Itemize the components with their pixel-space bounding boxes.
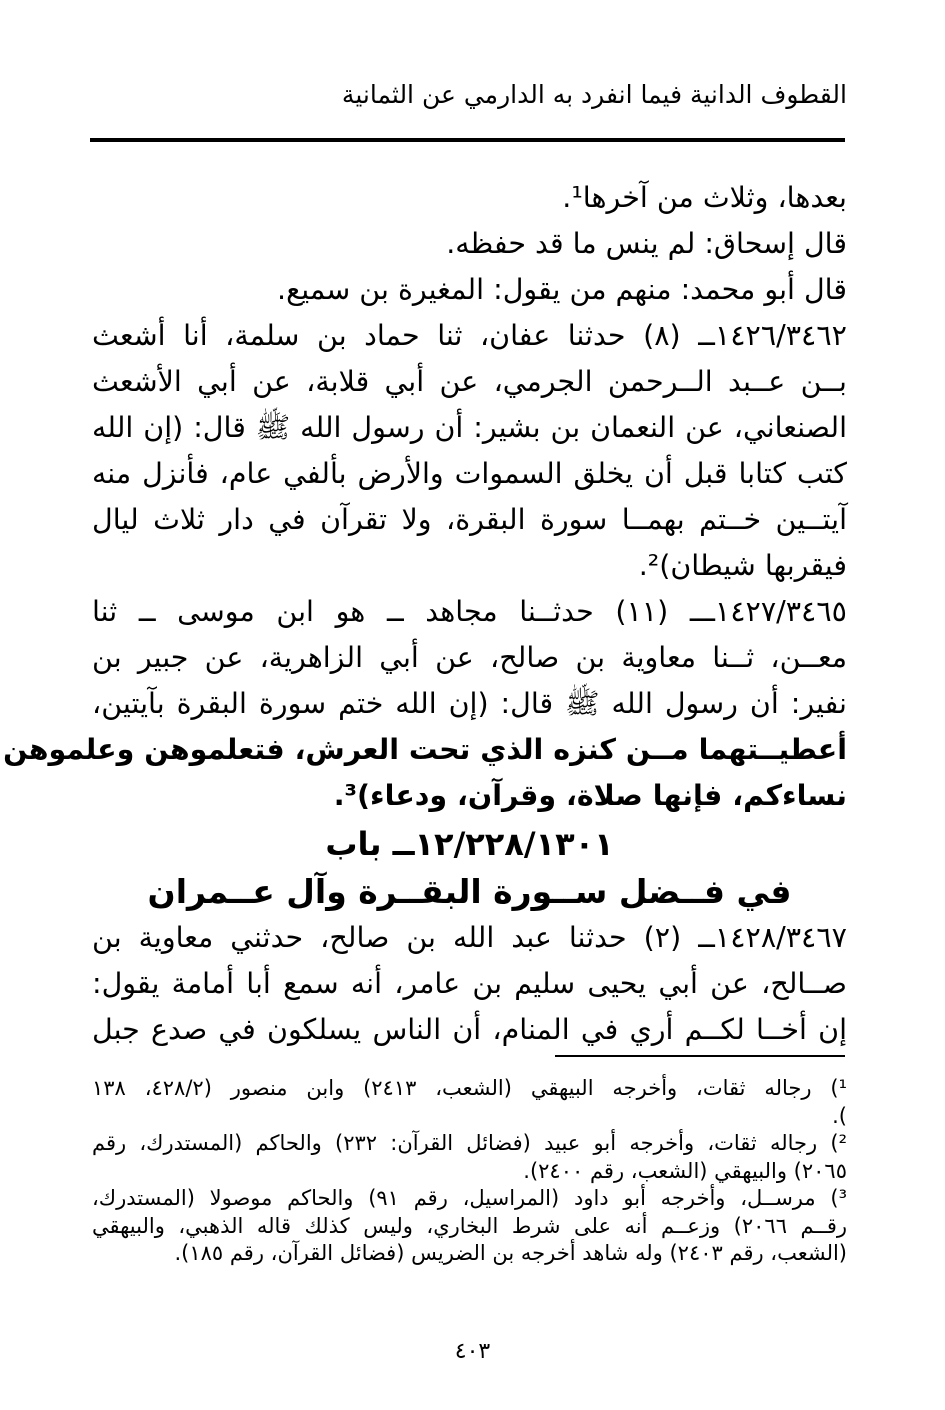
header-rule: [90, 138, 845, 142]
hadith-line: كتب كتابا قبل أن يخلق السموات والأرض بألفي عام، فأنزل منه: [92, 457, 847, 490]
hadith-line-bold: نساءكم، فإنها صلاة، وقرآن، ودعاء)³.: [333, 779, 847, 812]
hadith-line: الصنعاني، عن النعمان بن بشير: أن رسول الله ﷺ قال: (إن الله: [92, 411, 847, 444]
footnote-line: ¹) رجاله ثقات، وأخرجه البيهقي (الشعب، ٢٤١٣) وابن منصور (٤٢٨/٢، ١٣٨: [92, 1076, 847, 1100]
text-line: قال أبو محمد: منهم من يقول: المغيرة بن سميع.: [277, 273, 847, 306]
footnote-line: ²) رجاله ثقات، وأخرجه أبو عبيد (فضائل القرآن: ٢٣٢) والحاكم (المستدرك، رقم: [92, 1131, 847, 1155]
page-number: ٤٠٣: [454, 1339, 491, 1364]
chapter-number-heading: ١٢/٢٢٨/١٣٠١ــ باب: [325, 825, 614, 863]
running-title: القطوف الدانية فيما انفرد به الدارمي عن الثمانية: [341, 80, 847, 109]
footnote-line: رقــم ٢٠٦٦) وزعــم أنه على شرط البخاري، وليس كذلك قاله الذهبي، والبيهقي: [92, 1213, 847, 1238]
footnotes: [92, 1075, 847, 1268]
footnote-line: ³) مرســل، وأخرجه أبو داود (المراسيل، رقم ٩١) والحاكم موصولا (المستدرك،: [92, 1186, 847, 1210]
footnote-rule: [555, 1055, 845, 1057]
text-line: قال إسحاق: لم ينس ما قد حفظه.: [446, 227, 847, 260]
footnote-line: ٢٠٦٥) والبيهقي (الشعب، رقم ٢٤٠٠).: [523, 1158, 847, 1183]
hadith-line: فيقربها شيطان)².: [638, 549, 847, 582]
hadith-line: إن أخــا لكــم أري في المنام، أن الناس يسلكون في صدع جبل: [92, 1013, 847, 1046]
hadith-line: معــن، ثــنا معاوية بن صالح، عن أبي الزاهرية، عن جبير بن: [92, 641, 847, 674]
hadith-line: صــالح، عن أبي يحيى سليم بن عامر، أنه سمع أبا أمامة يقول:: [92, 967, 847, 1000]
main-text: [3, 175, 847, 1053]
hadith-line: ١٤٢٦/٣٤٦٢ــ (٨) حدثنا عفان، ثنا حماد بن سلمة، أنا أشعث: [92, 319, 847, 352]
hadith-line: آيتــين خــتم بهمــا سورة البقرة، ولا تقرآن في دار ثلاث ليال: [92, 503, 847, 536]
footnote-line: (الشعب، رقم ٢٤٠٣) وله شاهد أخرجه بن الضريس (فضائل القرآن، رقم ١٨٥).: [174, 1241, 847, 1265]
hadith-line-bold: أعطيــتهما مــن كنزه الذي تحت العرش، فتعلموهن وعلموهن: [3, 733, 847, 766]
hadith-line: بــن عــبد الــرحمن الجرمي، عن أبي قلابة، عن أبي الأشعث: [92, 365, 847, 398]
text-line: بعدها، وثلاث من آخرها¹.: [562, 181, 847, 214]
chapter-title-heading: في فــضل ســورة البقــرة وآل عــمران: [147, 872, 792, 911]
hadith-line: نفير: أن رسول الله ﷺ قال: (إن الله ختم سورة البقرة بآيتين،: [92, 687, 847, 720]
hadith-line: ١٤٢٨/٣٤٦٧ــ (٢) حدثنا عبد الله بن صالح، حدثني معاوية بن: [92, 921, 847, 954]
footnote-line: ).: [832, 1103, 847, 1128]
hadith-line: ١٤٢٧/٣٤٦٥ـــ (١١) حدثــنا مجاهد ــ هو ابن موسى ــ ثنا: [92, 595, 847, 628]
